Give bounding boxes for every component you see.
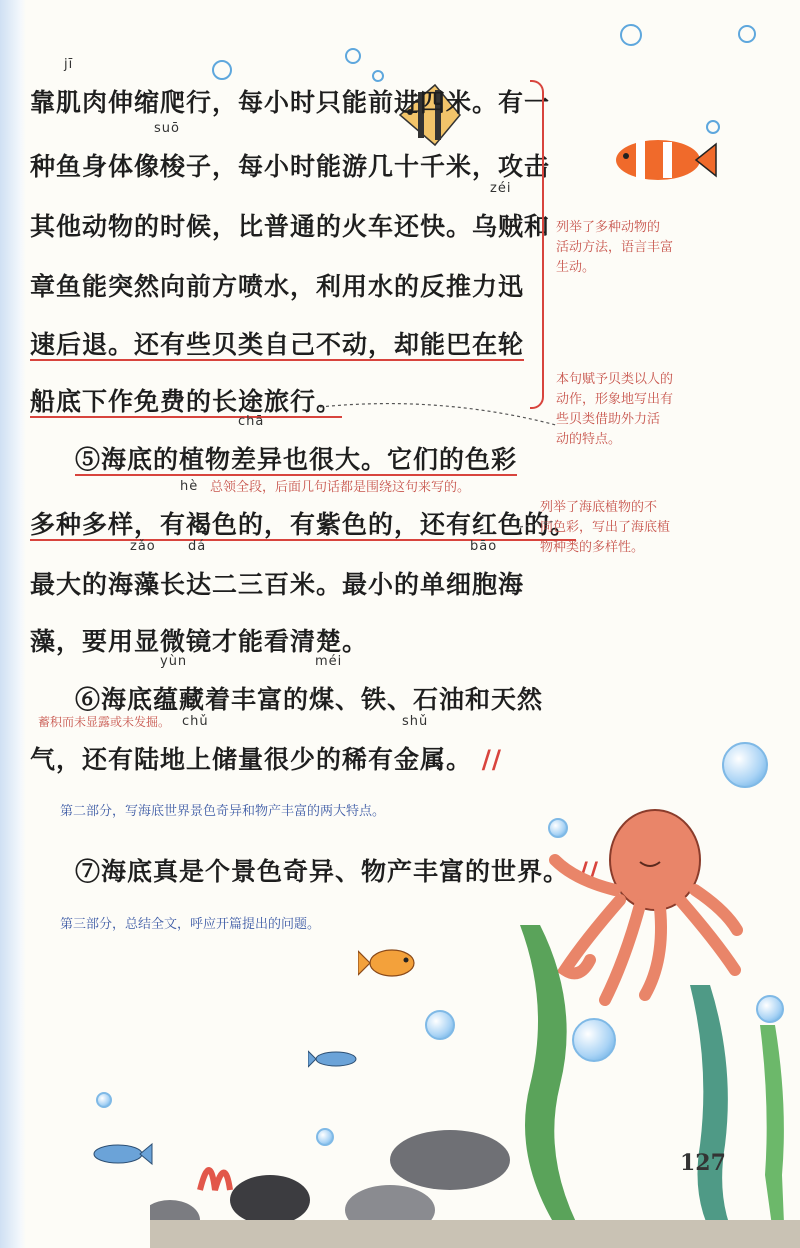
annotation-bracket (530, 80, 544, 409)
note-line: 些贝类借助外力活 (556, 412, 661, 427)
text-line (30, 539, 525, 601)
note-connector (320, 395, 560, 435)
paragraph-text: ⑥海底蕴藏着丰富的煤、铁、石油和天然 (75, 685, 544, 714)
text-line (30, 57, 551, 119)
section-divider-mark: // (578, 857, 599, 886)
pinyin: hè (180, 479, 199, 494)
page-number: 127 (680, 1150, 726, 1176)
paragraph-text: 靠肌肉伸缩爬行，每小时只能前进四米。有一 (30, 88, 551, 117)
paragraph-text: 速后退。还有些贝类自己不动，却能巴在轮 (30, 330, 525, 359)
bubble-decoration (96, 1092, 112, 1108)
bubble-decoration (212, 60, 232, 80)
paragraph-text: 其他动物的时候，比普通的火车还快。乌贼和 (30, 212, 551, 241)
bubble-decoration (738, 25, 756, 43)
bubble-decoration (722, 742, 768, 788)
paragraph-text: 船底下作免费的长途旅行。 (30, 387, 343, 416)
note-line: 同色彩，写出了海底植 (540, 520, 671, 535)
inline-note: 蓄积而未显露或未发掘。 (38, 715, 171, 729)
note-line: 列举了多种动物的 (556, 220, 661, 235)
note-line: 本句赋予贝类以人的 (556, 372, 674, 387)
bubble-decoration (425, 1010, 455, 1040)
pinyin: zǎo (130, 539, 156, 554)
page-edge-decoration (0, 0, 26, 1248)
note-line: 活动方法，语言丰富 (556, 240, 674, 255)
section-summary: 第三部分，总结全文，呼应开篇提出的问题。 (60, 917, 321, 932)
clownfish-illustration (608, 130, 718, 190)
pinyin: zéi (490, 181, 512, 196)
margin-note (556, 370, 673, 450)
note-connector (520, 515, 560, 535)
note-line: 动的特点。 (556, 432, 622, 447)
text-line (75, 654, 544, 716)
paragraph-text: 最大的海藻长达二三百米。最小的单细胞海 (30, 570, 525, 599)
section-divider-mark: // (481, 745, 502, 774)
pinyin: bāo (470, 539, 498, 554)
note-line: 列举了海底植物的不 (540, 500, 658, 515)
paragraph-text: ⑤海底的植物差异也很大。它们的色彩 (75, 445, 518, 474)
margin-note (556, 218, 673, 278)
pinyin: jī (64, 57, 74, 72)
bubble-decoration (620, 24, 642, 46)
bubble-decoration (372, 70, 384, 82)
pinyin: dá (188, 539, 207, 554)
text-line (30, 382, 342, 418)
pinyin: shǔ (402, 714, 429, 729)
orange-fish-illustration (358, 945, 422, 981)
text-line (30, 325, 524, 361)
section-summary: 第二部分，写海底世界景色奇异和物产丰富的两大特点。 (60, 804, 386, 819)
blue-fish-illustration (90, 1140, 154, 1168)
bubble-decoration (345, 48, 361, 64)
text-line (30, 622, 368, 658)
pinyin: yùn (160, 654, 188, 669)
pinyin: suō (154, 121, 180, 136)
note-line: 生动。 (556, 260, 596, 275)
pinyin: chā (238, 414, 265, 429)
paragraph-text: 章鱼能突然向前方喷水，利用水的反推力迅 (30, 272, 525, 301)
paragraph-text: 种鱼身体像梭子，每小时能游几十千米，攻击 (30, 152, 551, 181)
pinyin: méi (315, 654, 343, 669)
text-line (75, 414, 518, 476)
text-line (75, 852, 599, 888)
pinyin: chǔ (182, 714, 209, 729)
text-line (30, 267, 524, 303)
note-line: 物种类的多样性。 (540, 540, 645, 555)
text-line (30, 181, 551, 243)
paragraph-text: 藻，要用显微镜才能看清楚。 (30, 627, 369, 656)
blue-fish-illustration (308, 1048, 362, 1070)
paragraph-text: ⑦海底真是个景色奇异、物产丰富的世界。 (75, 857, 570, 886)
paragraph-text: 多种多样，有褐色的，有紫色的，还有红色的。 (30, 510, 577, 539)
inline-note: 总领全段，后面几句话都是围绕这句来写的。 (210, 480, 471, 495)
seafloor-rocks-illustration (150, 1120, 800, 1248)
note-line: 动作，形象地写出有 (556, 392, 674, 407)
paragraph-text: 气，还有陆地上储量很少的稀有金属。 (30, 745, 473, 774)
text-line (30, 121, 551, 183)
